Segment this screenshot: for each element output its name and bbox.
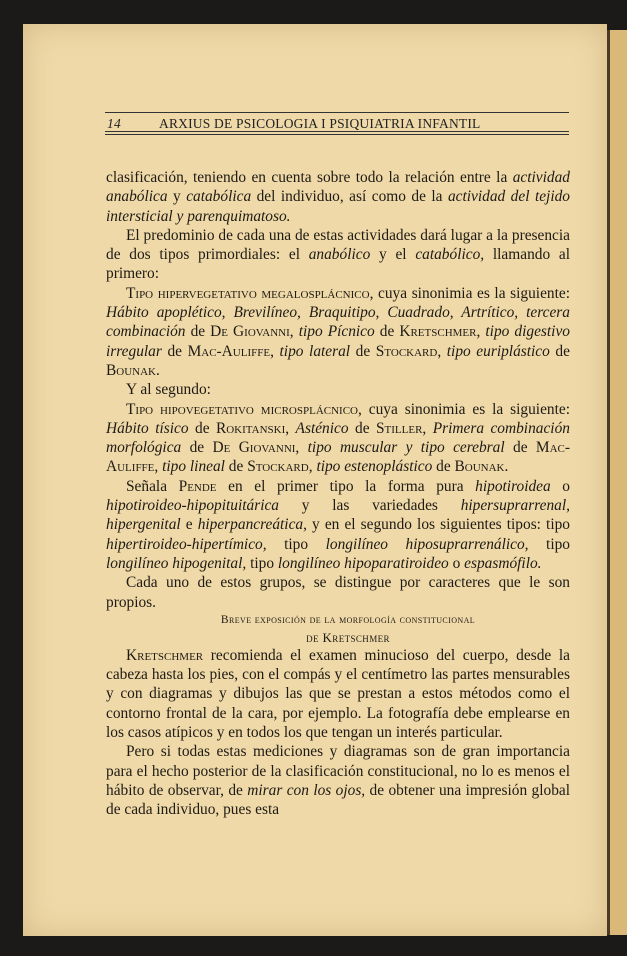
running-header	[107, 116, 570, 132]
running-title: ARXIUS DE PSICOLOGIA I PSIQUIATRIA INFANTIL	[159, 116, 481, 131]
paragraph-2: El predominio de cada una de estas actividades dará lugar a la presencia de dos tipos primordiales: el anabólico y el catabólico, llamando al primero:	[106, 226, 570, 283]
header-rule-bottom	[105, 131, 569, 132]
section-heading	[106, 612, 570, 646]
paragraph-8: Kretschmer recomienda el examen minucioso del cuerpo, desde la cabeza hasta los pies, con el compás y el centímetro las partes mensurables y con diagramas y dibujos las que se prestan a estos métodos como el contorno frontal de la cara, por ejemplo. La fotografía debe emplearse en los casos atípicos y en todos los que tengan un interés particular.	[106, 646, 570, 742]
header-rule-double	[105, 134, 569, 135]
paragraph-9: Pero si todas estas mediciones y diagramas son de gran importancia para el hecho posterior de la clasificación constitucional, no lo es menos el hábito de observar, de mirar con los ojos, de obtener una impresión global de cada individuo, pues esta	[106, 743, 570, 819]
paragraph-6: Señala Pende en el primer tipo la forma pura hipotiroidea o hipotiroideo-hipopituitárica y las variedades hipersuprarrenal, hipergenital e hiperpancreática, y en el segundo los siguientes tipos: tipo hipertiroideo-hipertímico, tipo longilíneo hiposuprarrenálico, tipo longilíneo hipogenital, tipo longilíneo hipoparatiroideo o espasmófilo.	[106, 477, 571, 572]
body-text	[106, 168, 570, 820]
section-heading-line-1: Breve exposición de la morfología constitucional	[220, 613, 476, 626]
paragraph-4: Y al segundo:	[126, 381, 211, 399]
paragraph-7: Cada uno de estos grupos, se distingue por caracteres que le son propios.	[106, 574, 570, 611]
page-number: 14	[107, 116, 121, 131]
paragraph-1: clasificación, teniendo en cuenta sobre todo la relación entre la actividad anabólica y catabólica del individuo, así como de la actividad del tejido intersticial y parenquimatoso.	[106, 169, 570, 225]
adjacent-page-edge	[605, 30, 627, 935]
paragraph-5: Tipo hipovegetativo microsplácnico, cuya sinonimia es la siguiente: Hábito tísico de Rokitanski, Asténico de Stiller, Primera combinación morfológica de De Giovanni, tipo muscular y tipo cerebral de Mac-Auliffe, tipo lineal de Stockard, tipo estenoplástico de Bounak.	[106, 400, 570, 476]
paragraph-3: Tipo hipervegetativo megalosplácnico, cuya sinonimia es la siguiente: Hábito apoplético, Brevilíneo, Braquitipo, Cuadrado, Artrítico, tercera combinación de De Giovanni, tipo Pícnico de Kretschmer, tipo digestivo irregular de Mac-Auliffe, tipo lateral de Stockard, tipo euriplástico de Bounak.	[106, 284, 570, 379]
section-heading-line-2: de Kretschmer	[306, 629, 390, 645]
header-rule-top	[105, 112, 569, 113]
